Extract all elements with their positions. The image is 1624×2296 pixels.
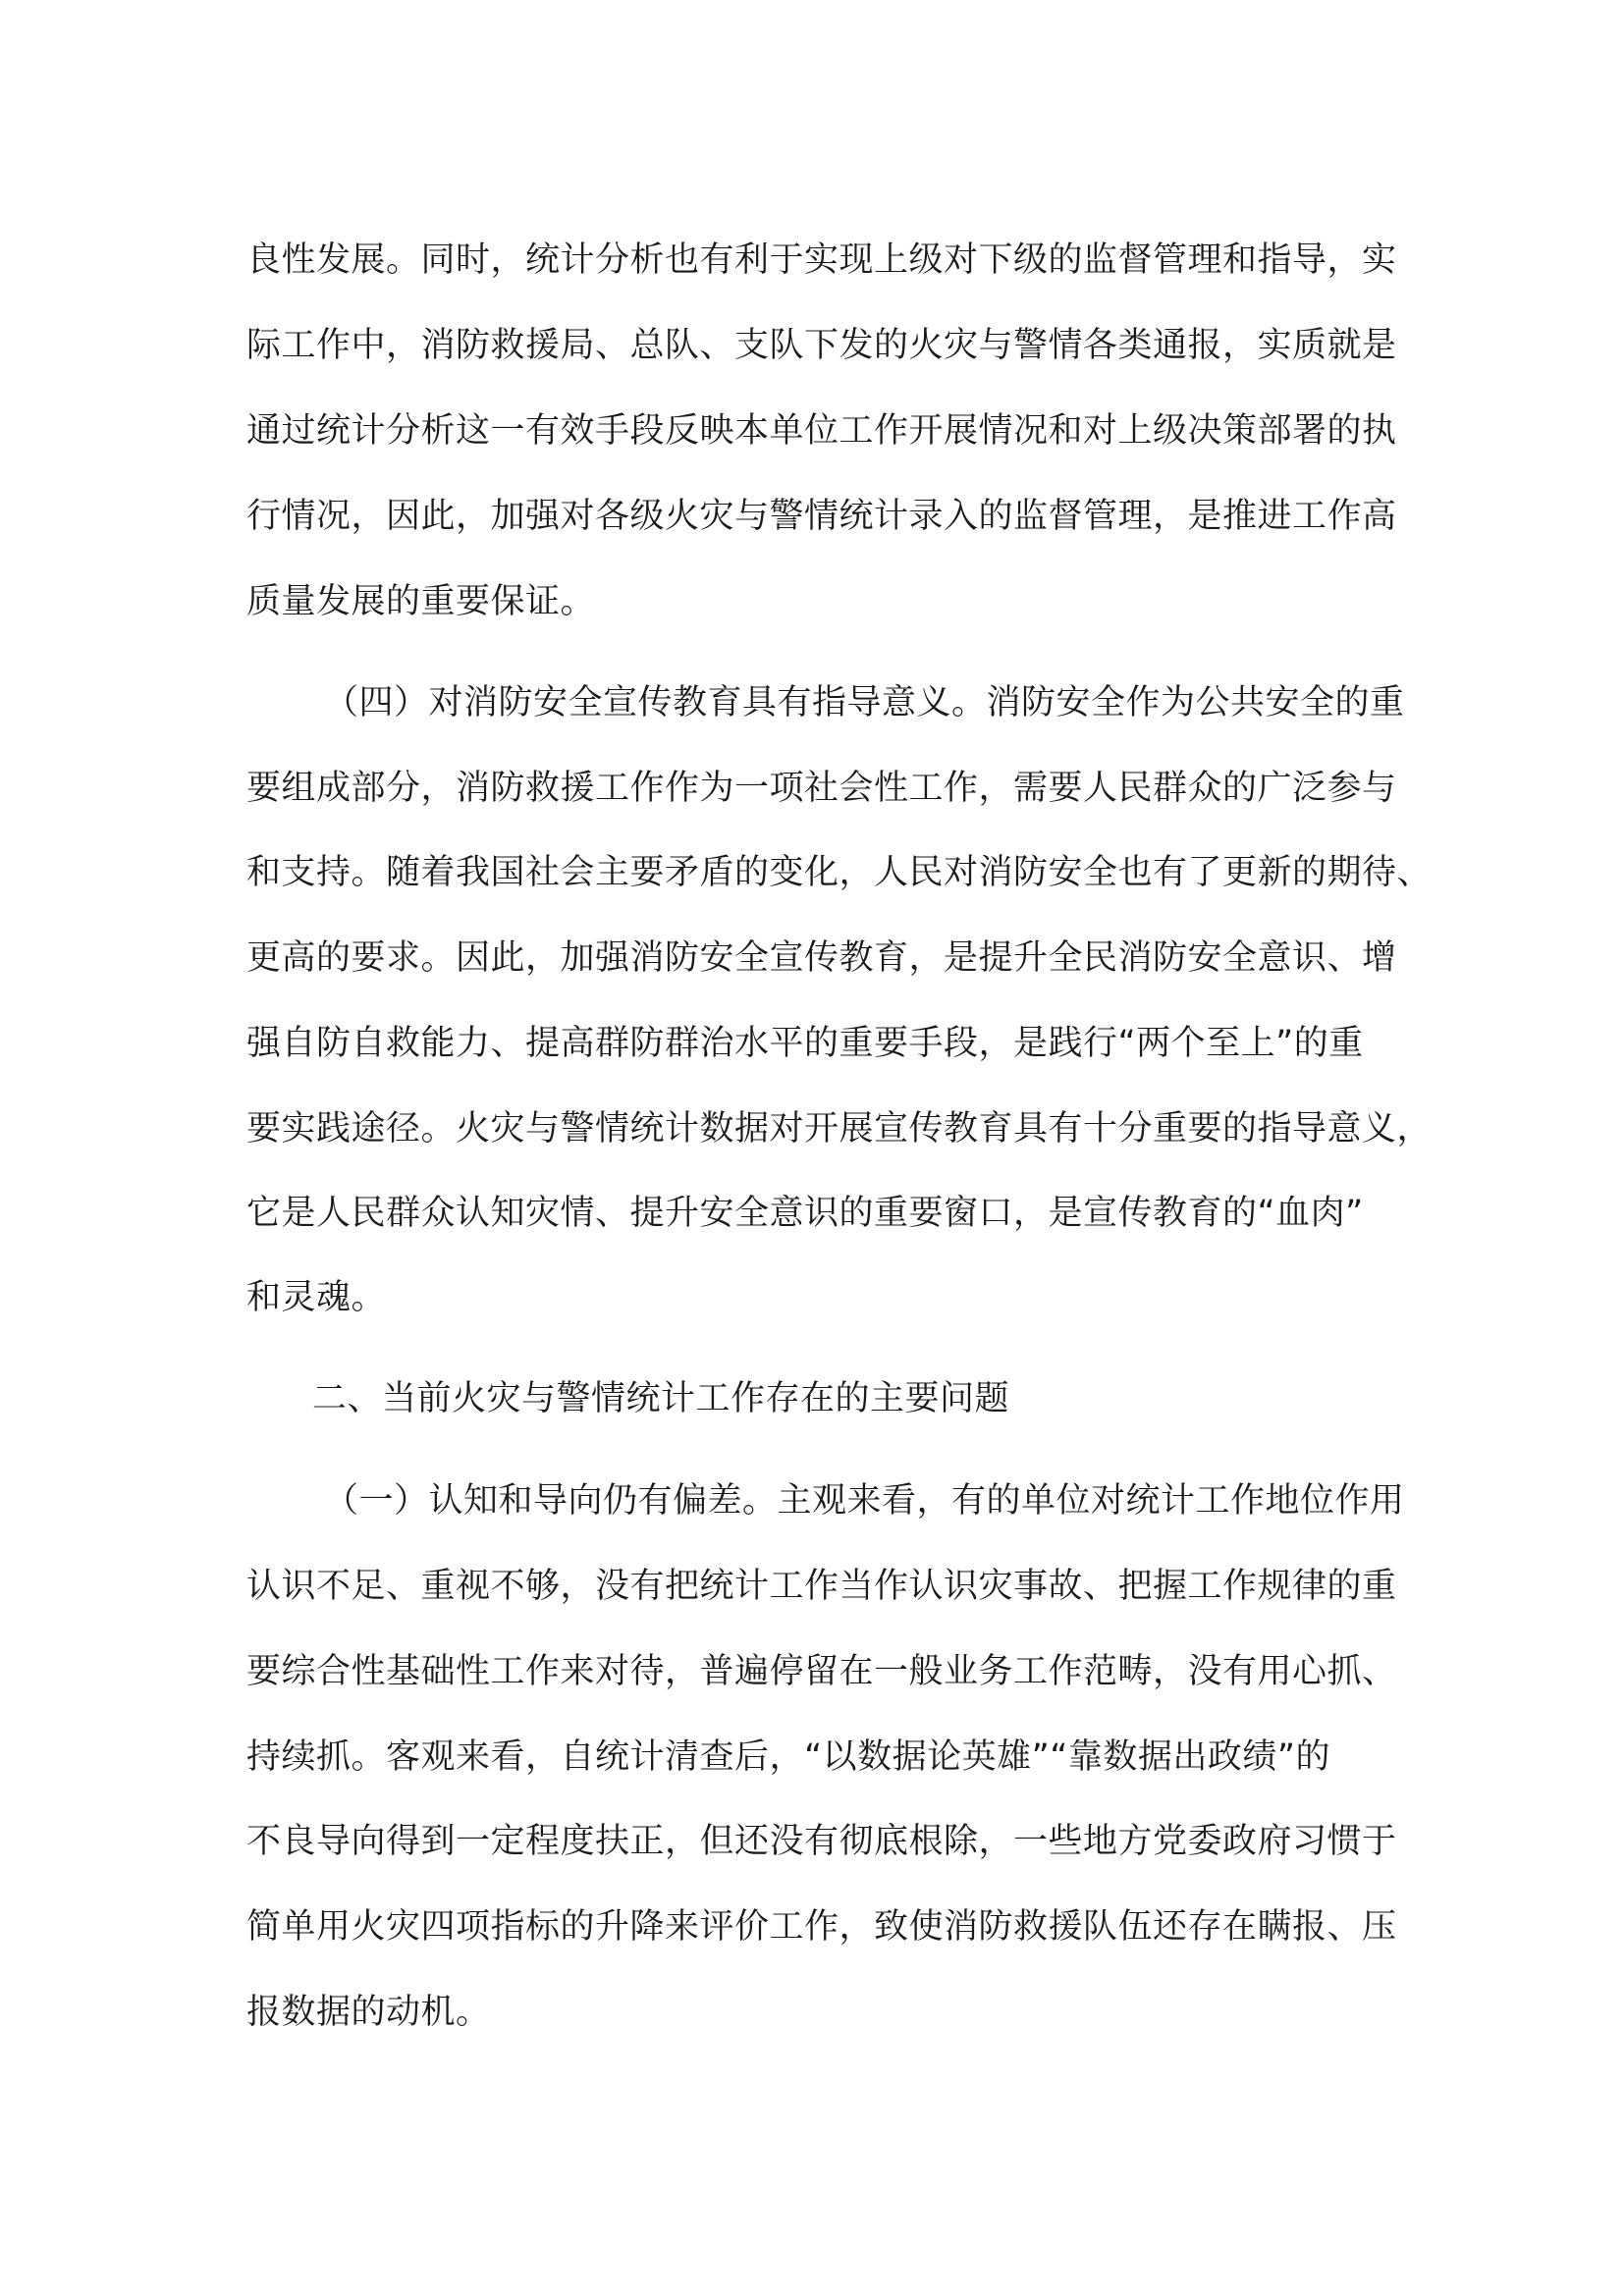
section-heading: 二、当前火灾与警情统计工作存在的主要问题 (312, 1379, 1010, 1418)
paragraph-line: 际工作中，消防救援局、总队、支队下发的火灾与警情各类通报，实质就是 (246, 326, 1397, 365)
paragraph-line: （四）对消防安全宣传教育具有指导意义。消防安全作为公共安全的重 (324, 683, 1405, 722)
paragraph-line: 和支持。随着我国社会主要矛盾的变化，人民对消防安全也有了更新的期待、 (246, 853, 1433, 892)
paragraph-line: 通过统计分析这一有效手段反映本单位工作开展情况和对上级决策部署的执 (246, 411, 1397, 451)
paragraph-line: 要综合性基础性工作来对待，普遍停留在一般业务工作范畴，没有用心抓、 (246, 1652, 1397, 1691)
paragraph-line: 良性发展。同时，统计分析也有利于实现上级对下级的监督管理和指导，实 (246, 240, 1397, 280)
paragraph-line: 质量发展的重要保证。 (246, 582, 596, 621)
paragraph-line: 它是人民群众认知灾情、提升安全意识的重要窗口，是宣传教育的“血肉” (246, 1194, 1364, 1233)
paragraph-line: 强自防自救能力、提高群防群治水平的重要手段，是践行“两个至上”的重 (246, 1024, 1364, 1063)
paragraph-line: 认识不足、重视不够，没有把统计工作当作认识灾事故、把握工作规律的重 (246, 1567, 1397, 1606)
paragraph-line: 要实践途径。火灾与警情统计数据对开展宣传教育具有十分重要的指导意义， (246, 1109, 1433, 1148)
paragraph-line: 和灵魂。 (246, 1278, 387, 1317)
paragraph-line: 报数据的动机。 (246, 1993, 491, 2032)
paragraph-line: 不良导向得到一定程度扶正，但还没有彻底根除，一些地方党委政府习惯于 (246, 1822, 1397, 1861)
paragraph-line: 简单用火灾四项指标的升降来评价工作，致使消防救援队伍还存在瞒报、压 (246, 1907, 1397, 1947)
paragraph-line: 要组成部分，消防救援工作作为一项社会性工作，需要人民群众的广泛参与 (246, 769, 1397, 808)
paragraph-line: 持续抓。客观来看，自统计清查后，“以数据论英雄”“靠数据出政绩”的 (246, 1737, 1331, 1777)
paragraph-line: 行情况，因此，加强对各级火灾与警情统计录入的监督管理，是推进工作高 (246, 497, 1397, 536)
paragraph-line: （一）认知和导向仍有偏差。主观来看，有的单位对统计工作地位作用 (324, 1481, 1405, 1521)
paragraph-line: 更高的要求。因此，加强消防安全宣传教育，是提升全民消防安全意识、增 (246, 938, 1397, 978)
